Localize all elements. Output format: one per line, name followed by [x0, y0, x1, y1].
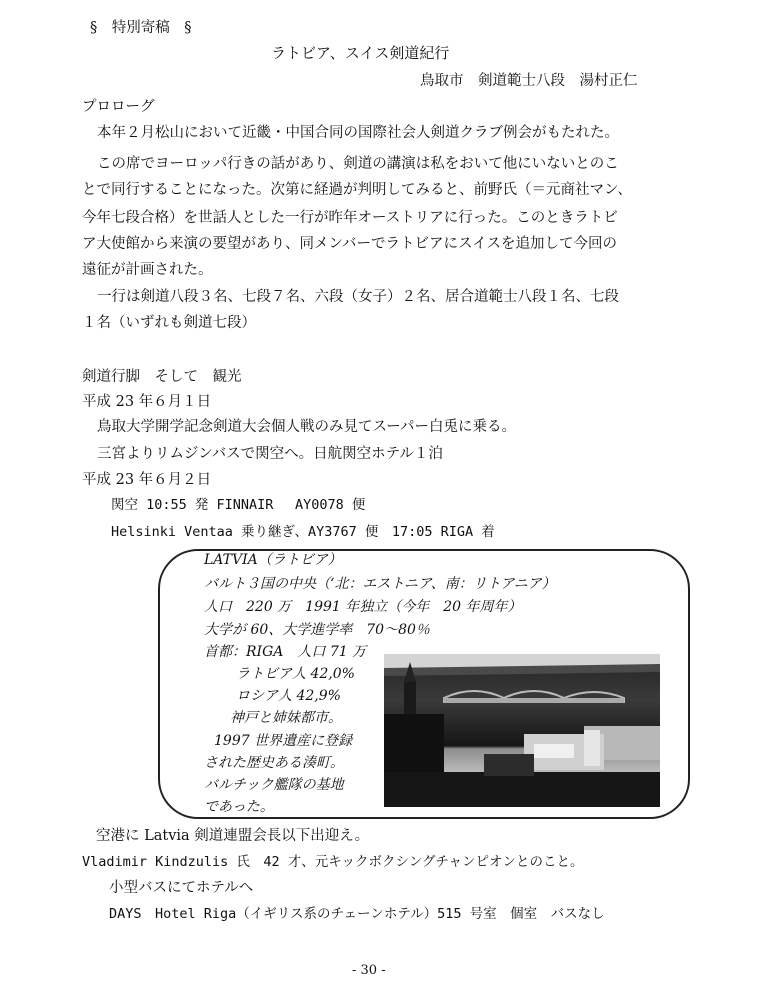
box-line: 神戸と姉妹都市。: [230, 710, 342, 726]
box-line: バルト３国の中央（‘北：エストニア、南：リトアニア）: [204, 576, 556, 592]
day2-line: 関空 10:55 発 FINNAIR AY0078 便: [111, 497, 366, 513]
date-1: 平成 23 年６月１日: [82, 394, 212, 410]
prologue-line: とで同行することになった。次第に経過が判明してみると、前野氏（＝元商社マン、: [82, 182, 632, 198]
box-line: LATVIA（ラトビア）: [204, 552, 342, 568]
prologue-heading: プロローグ: [82, 99, 155, 115]
box-line: ラトビア人 42,0%: [236, 666, 355, 682]
after-line: 小型バスにてホテルへ: [109, 880, 254, 896]
box-line: ロシア人 42,9%: [236, 688, 341, 704]
date-2: 平成 23 年６月２日: [82, 472, 212, 488]
box-line: であった。: [204, 799, 274, 815]
after-line: 空港に Latvia 剣道連盟会長以下出迎え。: [96, 828, 370, 844]
article-title: ラトビア、スイス剣道紀行: [271, 44, 450, 62]
page-number: - 30 -: [352, 963, 386, 978]
author-line: 鳥取市 剣道範士八段 湯村正仁: [420, 73, 638, 89]
journey-heading: 剣道行脚 そして 観光: [82, 369, 242, 385]
day1-line: 三宮よりリムジンバスで関空へ。日航関空ホテル１泊: [97, 446, 443, 462]
box-line: 1997 世界遺産に登録: [214, 733, 353, 749]
box-line: された歴史ある湊町。: [204, 755, 344, 771]
prologue-line: 一行は剣道八段３名、七段７名、六段（女子）２名、居合道範士八段１名、七段: [97, 289, 619, 305]
after-line: Vladimir Kindzulis 氏 42 才、元キックボクシングチャンピオンとのこと。: [82, 854, 584, 870]
box-line: 大学が 60、大学進学率 70〜80％: [204, 622, 430, 638]
prologue-line: この席でヨーロッパ行きの話があり、剣道の講演は私をおいて他にいないとのこ: [97, 156, 619, 172]
day1-line: 鳥取大学開学記念剣道大会個人戦のみ見てスーパー白兎に乗る。: [97, 419, 517, 435]
box-line: バルチック艦隊の基地: [204, 777, 344, 793]
prologue-line: 今年七段合格）を世話人とした一行が昨年オーストリアに行った。このときラトビ: [82, 210, 618, 226]
day2-line: Helsinki Ventaa 乗り継ぎ、AY3767 便 17:05 RIGA 着: [111, 524, 495, 540]
prologue-line: 遠征が計画された。: [82, 262, 213, 278]
riga-cityscape-photo: [384, 654, 660, 807]
prologue-line: 本年２月松山において近畿・中国合同の国際社会人剣道クラブ例会がもたれた。: [97, 125, 619, 141]
after-line: DAYS Hotel Riga（イギリス系のチェーンホテル）515 号室 個室 バスなし: [109, 906, 605, 922]
section-header: § 特別寄稿 §: [90, 20, 192, 36]
prologue-line: ア大使館から来演の要望があり、同メンバーでラトビアにスイスを追加して今回の: [82, 236, 618, 252]
prologue-line: １名（いずれも剣道七段）: [82, 315, 256, 331]
box-line: 首都：RIGA 人口 71 万: [204, 644, 367, 660]
box-line: 人口 220 万 1991 年独立（今年 20 年周年）: [204, 599, 522, 615]
